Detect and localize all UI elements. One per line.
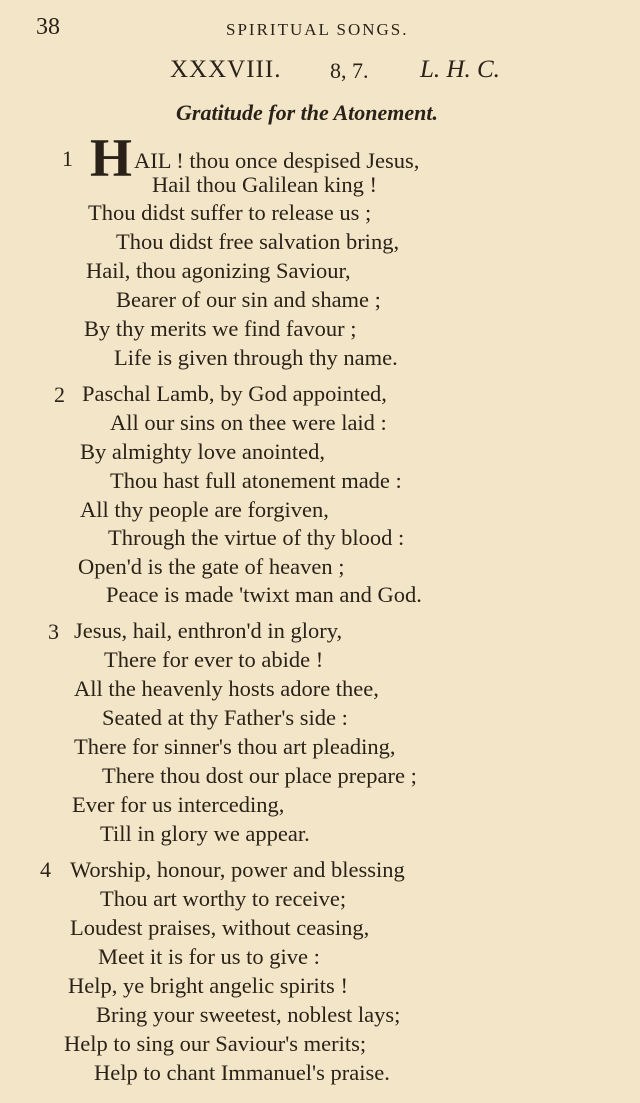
verse-line: Till in glory we appear.	[100, 821, 310, 846]
hymn-number: XXXVIII.	[170, 56, 282, 83]
verse-line: There for ever to abide !	[104, 647, 324, 672]
verse-line: Meet it is for us to give :	[98, 944, 320, 969]
verse-line: Thou art worthy to receive;	[100, 886, 347, 911]
verse-line: All our sins on thee were laid :	[110, 410, 387, 435]
verse-line: Thou hast full atonement made :	[110, 468, 402, 493]
verse-line: Paschal Lamb, by God appointed,	[82, 381, 387, 406]
verse-line: Help, ye bright angelic spirits !	[68, 973, 348, 998]
verse-line: Bring your sweetest, noblest lays;	[96, 1002, 401, 1027]
verse-number: 3	[48, 619, 59, 644]
verse-line: Help to sing our Saviour's merits;	[64, 1031, 367, 1056]
verse-line: Ever for us interceding,	[72, 792, 285, 817]
verse-line: Through the virtue of thy blood :	[108, 525, 405, 550]
verse-line: Hail, thou agonizing Saviour,	[86, 258, 351, 283]
hymn-meter: 8, 7.	[330, 58, 369, 83]
verse-line: There for sinner's thou art pleading,	[74, 734, 396, 759]
page-number: 38	[36, 14, 60, 40]
verse-line: Jesus, hail, enthron'd in glory,	[74, 618, 343, 643]
verse-line: All the heavenly hosts adore thee,	[74, 676, 379, 701]
verse-line: Life is given through thy name.	[114, 345, 398, 370]
verse-number: 1	[62, 146, 73, 171]
verse-line: Thou didst free salvation bring,	[116, 229, 400, 254]
running-head: SPIRITUAL SONGS.	[226, 20, 409, 39]
verse-line: Hail thou Galilean king !	[152, 172, 377, 197]
verse-line: Loudest praises, without ceasing,	[70, 915, 370, 940]
verse-line-text: AIL ! thou once despised Jesus,	[134, 148, 420, 173]
verse-line: All thy people are forgiven,	[80, 497, 329, 522]
verse-number: 2	[54, 382, 65, 407]
verse-line: Thou didst suffer to release us ;	[88, 200, 372, 225]
verse-line: There thou dost our place prepare ;	[102, 763, 417, 788]
verse-line: By almighty love anointed,	[80, 439, 325, 464]
verse-line: Seated at thy Father's side :	[102, 705, 348, 730]
verse-line: Peace is made 'twixt man and God.	[106, 582, 422, 607]
verse-line: Bearer of our sin and shame ;	[116, 287, 381, 312]
hymn-title: Gratitude for the Atonement.	[176, 100, 438, 125]
verse-line: Open'd is the gate of heaven ;	[78, 554, 345, 579]
hymn-tune: L. H. C.	[420, 56, 500, 83]
verse-line: Help to chant Immanuel's praise.	[94, 1060, 390, 1085]
verse-number: 4	[40, 857, 51, 882]
verse-line: Worship, honour, power and blessing	[70, 857, 405, 882]
verse-line: By thy merits we find favour ;	[84, 316, 357, 341]
drop-cap: H	[90, 128, 133, 188]
